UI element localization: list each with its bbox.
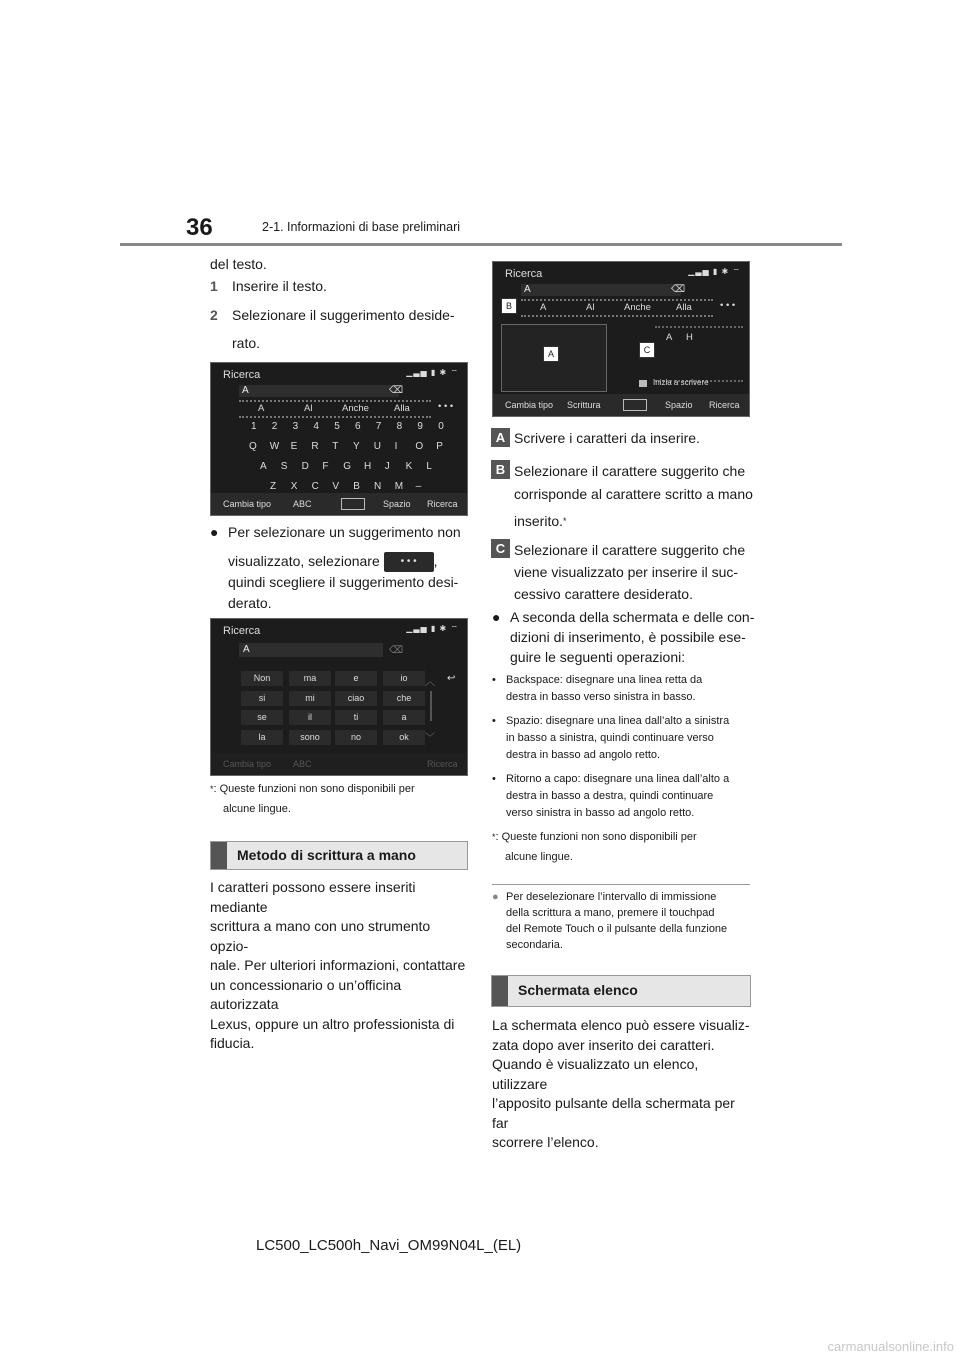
key-Q[interactable]: Q: [249, 441, 257, 452]
sub-dot: •: [492, 715, 496, 727]
abc-button[interactable]: ABC: [293, 499, 312, 509]
key-P[interactable]: P: [436, 441, 443, 452]
suggestion-item[interactable]: Anche: [342, 403, 369, 414]
screen-keyboard: [210, 362, 468, 516]
scroll-down-icon[interactable]: ﹀: [425, 733, 435, 744]
screen-handwriting: [492, 261, 750, 417]
step-number: 1: [210, 278, 218, 294]
suggestion-item[interactable]: Al: [586, 302, 595, 313]
tag-b: B: [491, 460, 510, 479]
bullet-line: quindi scegliere il suggerimento desi-: [228, 574, 459, 591]
bullet-dot: ●: [210, 524, 219, 540]
handwriting-paragraph: [210, 878, 472, 1054]
key-G[interactable]: G: [343, 461, 351, 472]
more-suggestions-button[interactable]: • • •: [438, 401, 454, 412]
sub-backspace: [492, 672, 702, 706]
status-icons: ▁▃▅ ▮ ✱ ⌔: [406, 624, 459, 633]
para-line: fiducia.: [210, 1035, 255, 1051]
back-icon[interactable]: ↩: [447, 673, 456, 684]
key-E[interactable]: E: [290, 441, 298, 452]
change-type-button[interactable]: Cambia tipo: [505, 400, 554, 410]
info-dot: ●: [492, 891, 499, 903]
search-input[interactable]: [521, 284, 681, 296]
footnote-text: alcune lingue.: [223, 803, 291, 815]
suggestion-item: la: [258, 731, 266, 742]
page-number: 36: [186, 214, 213, 241]
suggestion-item: ma: [303, 673, 317, 683]
footnote-text: alcune lingue.: [505, 851, 573, 863]
bullet-select-hidden: [210, 522, 486, 614]
para-line: Quando è visualizzato un elenco, utilizzare: [492, 1056, 699, 1092]
scroll-up-icon[interactable]: ︿: [425, 677, 435, 688]
item-line: corrisponde al carattere scritto a mano: [514, 486, 753, 502]
step-text: Inserire il testo.: [232, 278, 327, 294]
footnote-star: *: [563, 516, 567, 526]
search-button[interactable]: Ricerca: [427, 499, 458, 509]
sub-line: Spazio: disegnare una linea dall’alto a sinistra: [506, 715, 730, 727]
key-1[interactable]: 1: [251, 421, 257, 432]
bullet-line: Per selezionare un suggerimento non: [228, 524, 461, 540]
suggestion-item[interactable]: Alla: [676, 302, 692, 313]
space-button[interactable]: Spazio: [383, 499, 411, 509]
key-N[interactable]: N: [374, 481, 382, 492]
section-title: Schermata elenco: [518, 982, 638, 998]
step-text: Selezionare il suggerimento deside-: [232, 307, 455, 323]
suggestion-item[interactable]: Al: [304, 403, 313, 414]
bullet-comma: ,: [433, 553, 438, 569]
suggestion-item: ok: [399, 731, 409, 742]
suggestion-item[interactable]: A: [540, 302, 547, 313]
footer-code: LC500_LC500h_Navi_OM99N04L_(EL): [256, 1237, 522, 1254]
bullet-operations: [492, 607, 772, 667]
key-U[interactable]: U: [373, 441, 382, 452]
suggestion-item: che: [396, 692, 412, 703]
backspace-icon[interactable]: ⌫: [389, 385, 404, 396]
input-text: A: [243, 644, 250, 655]
suggestion-item: a: [401, 712, 407, 722]
key-2[interactable]: 2: [271, 421, 278, 432]
item-a-text: Scrivere i caratteri da inserire.: [514, 430, 700, 446]
info-divider: [492, 884, 750, 885]
callout-b: B: [501, 298, 517, 314]
search-input[interactable]: [239, 385, 399, 397]
sub-return: [492, 771, 729, 822]
suggestion-item: io: [400, 673, 408, 683]
para-line: Lexus, oppure un altro professionista di: [210, 1015, 455, 1032]
para-line: I caratteri possono essere inseriti mediante: [210, 879, 416, 915]
search-button[interactable]: Ricerca: [709, 400, 740, 410]
key-L[interactable]: L: [426, 461, 432, 472]
search-button[interactable]: Ricerca: [427, 759, 458, 769]
input-text: A: [242, 385, 249, 396]
key-M[interactable]: M: [394, 481, 404, 492]
key-C[interactable]: C: [311, 481, 319, 492]
step-2: [210, 305, 455, 354]
space-button[interactable]: Spazio: [665, 400, 693, 410]
key-K[interactable]: K: [405, 461, 413, 472]
callout-a: A: [543, 346, 559, 362]
suggestion-item[interactable]: A: [258, 403, 265, 414]
keyboard-icon[interactable]: [341, 498, 365, 510]
more-suggestions-button[interactable]: • • •: [720, 300, 736, 311]
para-line: zata dopo aver inserito dei caratteri.: [492, 1036, 715, 1053]
key-I[interactable]: I: [394, 441, 398, 452]
info-line: secondaria.: [506, 939, 563, 951]
section-list-screen: [491, 975, 751, 1007]
para-line: un concessionario o un’officina autorizzata: [210, 976, 402, 1012]
footnote-text: : Queste funzioni non sono disponibili per: [213, 783, 415, 795]
bullet-line: guire le seguenti operazioni:: [510, 649, 686, 665]
tag-a: A: [491, 428, 510, 447]
search-input[interactable]: [239, 643, 383, 657]
suggestion-item[interactable]: Anche: [624, 302, 651, 313]
step-1: [210, 276, 327, 297]
key-F[interactable]: F: [322, 461, 329, 472]
bullet-line: derato.: [228, 595, 272, 612]
sub-line: Backspace: disegnare una linea retta da: [506, 674, 703, 686]
para-line: l’apposito pulsante della schermata per far: [492, 1095, 735, 1131]
sub-dot: •: [492, 674, 496, 686]
key-3[interactable]: 3: [292, 421, 299, 432]
para-line: scrittura a mano con uno strumento opzio-: [210, 918, 431, 954]
keyboard-icon[interactable]: [623, 399, 647, 411]
key-0[interactable]: 0: [438, 421, 444, 432]
sub-dot: •: [492, 773, 496, 785]
suggestion-item: Non: [253, 673, 271, 683]
key-T[interactable]: T: [332, 441, 339, 452]
change-type-button[interactable]: Cambia tipo: [223, 499, 272, 509]
more-button-inline: • • •: [384, 552, 434, 572]
info-line: del Remote Touch o il pulsante della funzione: [506, 923, 728, 935]
footnote-right: [492, 828, 754, 866]
screen-title: Ricerca: [505, 268, 543, 280]
pen-icon: [639, 380, 647, 387]
bullet-line: dizioni di inserimento, è possibile ese-: [510, 629, 746, 645]
handwriting-button[interactable]: Scrittura: [567, 400, 601, 410]
screen-title: Ricerca: [223, 369, 261, 381]
footnote-text: : Queste funzioni non sono disponibili per: [495, 831, 697, 843]
section-title: Metodo di scrittura a mano: [237, 847, 416, 863]
item-c-text: [514, 539, 745, 605]
input-text: A: [524, 284, 531, 295]
section-accent: [492, 976, 508, 1006]
key-R[interactable]: R: [311, 441, 319, 452]
key-J[interactable]: J: [384, 461, 390, 472]
key-B[interactable]: B: [353, 481, 360, 492]
candidate-item[interactable]: A: [666, 332, 673, 343]
bottom-bar: [211, 493, 467, 515]
item-b-text: [514, 460, 753, 533]
sub-line: Ritorno a capo: disegnare una linea dall’alto a: [506, 773, 730, 785]
para-line: scorrere l’elenco.: [492, 1134, 599, 1150]
key-9[interactable]: 9: [417, 421, 423, 432]
key-8[interactable]: 8: [396, 421, 403, 432]
header-rule: [120, 243, 842, 246]
section-accent: [211, 842, 227, 869]
key-Y[interactable]: Y: [353, 441, 360, 452]
intro-text: del testo.: [210, 256, 267, 272]
suggestion-item: mi: [305, 692, 315, 703]
key-Z[interactable]: Z: [270, 481, 277, 492]
watermark: carmanualsonline.info: [827, 1339, 954, 1354]
item-line: viene visualizzato per inserire il suc-: [514, 564, 739, 580]
scrollbar[interactable]: [430, 691, 432, 721]
key-5[interactable]: 5: [334, 421, 340, 432]
backspace-icon[interactable]: ⌫: [671, 284, 686, 295]
suggestion-item: si: [258, 692, 266, 703]
bullet-line: visualizzato, selezionare: [228, 553, 380, 569]
list-paragraph: [492, 1016, 754, 1153]
bullet-line: A seconda della schermata e delle con-: [510, 609, 755, 625]
sub-space: [492, 713, 729, 764]
suggestion-item: sono: [300, 731, 320, 742]
backspace-icon[interactable]: ⌫: [389, 645, 404, 656]
sub-line: verso sinistra in basso ad angolo retto.: [506, 807, 695, 819]
sub-line: destra in basso verso sinistra in basso.: [506, 691, 696, 703]
key-X[interactable]: X: [290, 481, 298, 492]
info-line: della scrittura a mano, premere il touchpad: [506, 907, 715, 919]
suggestion-item: il: [308, 712, 312, 722]
key-–[interactable]: –: [415, 481, 422, 492]
info-line: Per deselezionare l’intervallo di immissione: [506, 891, 717, 903]
key-7[interactable]: 7: [375, 421, 382, 432]
key-H[interactable]: H: [364, 461, 372, 472]
tag-c: C: [491, 539, 510, 558]
abc-button[interactable]: ABC: [293, 759, 312, 769]
sub-line: destra in basso a destra, quindi continuare: [506, 790, 714, 802]
footnote-left: [210, 780, 468, 818]
footnote-star: *: [210, 784, 214, 794]
suggestion-item: ciao: [347, 692, 365, 703]
change-type-button[interactable]: Cambia tipo: [223, 759, 272, 769]
section-header: 2-1. Informazioni di base preliminari: [262, 220, 461, 234]
key-4[interactable]: 4: [313, 421, 319, 432]
callout-c: C: [639, 342, 655, 358]
screen-suggestion-list: [210, 618, 468, 776]
item-line: cessivo carattere desiderato.: [514, 586, 693, 602]
suggestion-item: se: [257, 712, 267, 722]
item-line: Selezionare il carattere suggerito che: [514, 463, 746, 479]
screen-title: Ricerca: [223, 625, 261, 637]
item-line: Selezionare il carattere suggerito che: [514, 542, 746, 558]
status-icons: ▁▃▅ ▮ ✱ ⌔: [688, 267, 741, 276]
sub-line: destra in basso ad angolo retto.: [506, 749, 661, 761]
candidate-item[interactable]: H: [686, 332, 693, 343]
step-number: 2: [210, 307, 218, 323]
hint-text: Inizia a scrivere: [653, 378, 709, 387]
suggestion-item: e: [353, 673, 359, 683]
footnote-star: *: [492, 832, 496, 842]
para-line: nale. Per ulteriori informazioni, contattare: [210, 957, 466, 973]
key-S[interactable]: S: [280, 461, 288, 472]
suggestion-item: no: [350, 731, 362, 742]
section-handwriting: [210, 841, 468, 870]
key-O[interactable]: O: [415, 441, 424, 452]
para-line: La schermata elenco può essere visualiz-: [492, 1017, 750, 1033]
bottom-bar: [211, 753, 467, 775]
sub-line: in basso a sinistra, quindi continuare verso: [506, 732, 714, 744]
item-line: inserito.: [514, 513, 564, 529]
key-W[interactable]: W: [269, 441, 280, 452]
key-D[interactable]: D: [301, 461, 309, 472]
info-note: [492, 889, 727, 953]
bottom-bar: [493, 394, 749, 416]
suggestion-item[interactable]: Alla: [394, 403, 410, 414]
suggestion-item: ti: [353, 712, 359, 722]
status-icons: ▁▃▅ ▮ ✱ ⌔: [406, 368, 459, 377]
bullet-dot: ●: [492, 609, 501, 625]
step-text-cont: rato.: [232, 335, 261, 351]
key-6[interactable]: 6: [355, 421, 361, 432]
key-A[interactable]: A: [260, 461, 267, 472]
key-V[interactable]: V: [332, 481, 340, 492]
